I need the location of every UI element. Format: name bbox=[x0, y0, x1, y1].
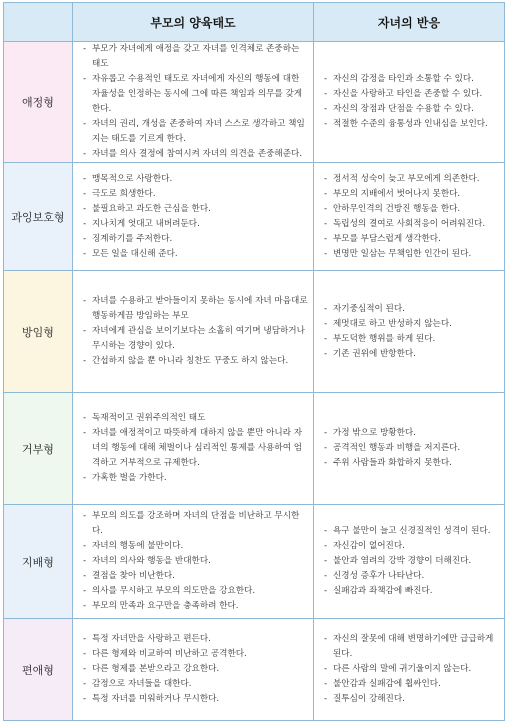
list-item: - 질투심이 강해진다. bbox=[324, 692, 500, 707]
list-item: - 자기중심적이 된다. bbox=[324, 302, 500, 317]
list-item: - 자녀를 애정적이고 따뜻하게 대하지 않을 뿐만 아니라 자녀의 행동에 대해 체벌이나 심리적인 통제를 사용하여 엄격하고 거부적으로 규제한다. bbox=[83, 426, 309, 471]
list-item: - 자신의 감정을 타인과 소통할 수 있다. bbox=[324, 72, 500, 87]
list-item: - 자유롭고 수용적인 태도로 자녀에게 자신의 행동에 대한 자율성을 인정하는 동시에 그에 따른 책임과 의무를 갖게 한다. bbox=[83, 72, 309, 117]
table-row bbox=[4, 393, 505, 505]
child-response-list bbox=[324, 172, 500, 262]
list-item: - 가혹한 벌을 가한다. bbox=[83, 471, 309, 486]
row-type-label: 애정형 bbox=[4, 42, 73, 163]
list-item: - 부모의 만족과 요구만을 충족하려 한다. bbox=[83, 599, 309, 614]
list-item: - 의사를 무시하고 부모의 의도만을 강요한다. bbox=[83, 584, 309, 599]
list-item: - 자녀를 의사 결정에 참여시켜 자녀의 의견을 존중해준다. bbox=[83, 147, 309, 162]
list-item: - 극도로 희생한다. bbox=[83, 187, 309, 202]
list-item: - 가정 밖으로 방황한다. bbox=[324, 426, 500, 441]
list-item: - 다른 사람의 말에 귀기울이지 않는다. bbox=[324, 662, 500, 677]
list-item: - 부모가 자녀에게 애정을 갖고 자녀를 인격체로 존중하는 태도 bbox=[83, 42, 309, 72]
child-response-cell bbox=[314, 619, 505, 721]
parent-attitude-list bbox=[83, 172, 309, 262]
list-item: - 특정 자녀만을 사랑하고 편든다. bbox=[83, 632, 309, 647]
list-item: - 자녀를 수용하고 받아들이지 못하는 동시에 자녀 마음대로 행동하게끔 방임하는 부모 bbox=[83, 294, 309, 324]
header-child-response: 자녀의 반응 bbox=[314, 3, 505, 42]
list-item: - 부모의 의도를 강조하며 자녀의 단점을 비난하고 무시한다. bbox=[83, 509, 309, 539]
child-response-list bbox=[324, 524, 500, 599]
parent-attitude-cell bbox=[73, 619, 314, 721]
list-item: - 간섭하지 않을 뿐 아니라 칭찬도 꾸중도 하지 않는다. bbox=[83, 354, 309, 369]
parent-attitude-cell bbox=[73, 393, 314, 505]
list-item: - 자신의 잘못에 대해 변명하기에만 급급하게 된다. bbox=[324, 632, 500, 662]
header-parent-attitude: 부모의 양육태도 bbox=[73, 3, 314, 42]
list-item: - 독립성의 결여로 사회적응이 어려워진다. bbox=[324, 217, 500, 232]
parenting-style-table-container bbox=[3, 2, 505, 724]
child-response-cell bbox=[314, 42, 505, 163]
table-row bbox=[4, 42, 505, 163]
list-item: - 지나치게 엇대고 내버려둔다. bbox=[83, 217, 309, 232]
list-item: - 맹목적으로 사랑한다. bbox=[83, 172, 309, 187]
list-item: - 부모를 부담스럽게 생각한다. bbox=[324, 232, 500, 247]
list-item: - 자신을 사랑하고 타인을 존중할 수 있다. bbox=[324, 87, 500, 102]
parent-attitude-list bbox=[83, 411, 309, 486]
list-item: - 모든 일을 대신해 준다. bbox=[83, 247, 309, 262]
list-item: - 부모의 지배에서 벗어나지 못한다. bbox=[324, 187, 500, 202]
list-item: - 자신감이 없어진다. bbox=[324, 539, 500, 554]
list-item: - 부도덕한 행위를 하게 된다. bbox=[324, 332, 500, 347]
parent-attitude-list bbox=[83, 509, 309, 614]
parenting-style-table bbox=[3, 2, 505, 721]
child-response-list bbox=[324, 632, 500, 707]
list-item: - 자녀의 권리, 개성을 존중하여 자녀 스스로 생각하고 책임지는 태도를 기르게 한다. bbox=[83, 117, 309, 147]
list-item: - 불필요하고 과도한 근심을 한다. bbox=[83, 202, 309, 217]
list-item: - 적절한 수준의 융통성과 인내심을 보인다. bbox=[324, 117, 500, 132]
parent-attitude-cell bbox=[73, 42, 314, 163]
list-item: - 신경성 증후가 나타난다. bbox=[324, 569, 500, 584]
child-response-list bbox=[324, 72, 500, 132]
list-item: - 안하무인격의 건방진 행동을 한다. bbox=[324, 202, 500, 217]
child-response-cell bbox=[314, 393, 505, 505]
list-item: - 주위 사람들과 화합하지 못한다. bbox=[324, 456, 500, 471]
header-type-cell bbox=[4, 3, 73, 42]
list-item: - 징계하기를 주저한다. bbox=[83, 232, 309, 247]
table-body bbox=[4, 42, 505, 721]
child-response-cell bbox=[314, 163, 505, 271]
list-item: - 기존 권위에 반항한다. bbox=[324, 347, 500, 362]
list-item: - 자녀의 의사와 행동을 반대한다. bbox=[83, 554, 309, 569]
child-response-list bbox=[324, 426, 500, 471]
table-row bbox=[4, 163, 505, 271]
parent-attitude-list bbox=[83, 294, 309, 369]
parent-attitude-cell bbox=[73, 271, 314, 393]
list-item: - 결점을 찾아 비난한다. bbox=[83, 569, 309, 584]
list-item: - 자신의 장점과 단점을 수용할 수 있다. bbox=[324, 102, 500, 117]
list-item: - 자녀의 행동에 불만이다. bbox=[83, 539, 309, 554]
header-row bbox=[4, 3, 505, 42]
child-response-list bbox=[324, 302, 500, 362]
list-item: - 욕구 불만이 늘고 신경질적인 성격이 된다. bbox=[324, 524, 500, 539]
list-item: - 불안과 염려의 강박 경향이 더해진다. bbox=[324, 554, 500, 569]
list-item: - 특정 자녀를 미워하거나 무시한다. bbox=[83, 692, 309, 707]
parent-attitude-cell bbox=[73, 163, 314, 271]
row-type-label: 거부형 bbox=[4, 393, 73, 505]
list-item: - 공격적인 행동과 비행을 저지른다. bbox=[324, 441, 500, 456]
row-type-label: 지배형 bbox=[4, 505, 73, 619]
list-item: - 실패감과 좌책감에 빠진다. bbox=[324, 584, 500, 599]
list-item: - 정서적 성숙이 늦고 부모에게 의존한다. bbox=[324, 172, 500, 187]
list-item: - 변명만 일삼는 무책임한 인간이 된다. bbox=[324, 247, 500, 262]
table-row bbox=[4, 271, 505, 393]
row-type-label: 과잉보호형 bbox=[4, 163, 73, 271]
parent-attitude-cell bbox=[73, 505, 314, 619]
list-item: - 자녀에게 관심을 보이기보다는 소홀히 여기며 냉담하거나 무시하는 경향이 있다. bbox=[83, 324, 309, 354]
parent-attitude-list bbox=[83, 632, 309, 707]
child-response-cell bbox=[314, 505, 505, 619]
list-item: - 독재적이고 권위주의적인 태도 bbox=[83, 411, 309, 426]
row-type-label: 방임형 bbox=[4, 271, 73, 393]
list-item: - 다른 형제를 본받으라고 강요한다. bbox=[83, 662, 309, 677]
child-response-cell bbox=[314, 271, 505, 393]
list-item: - 감정으로 자녀들을 대한다. bbox=[83, 677, 309, 692]
list-item: - 제멋대로 하고 반성하지 않는다. bbox=[324, 317, 500, 332]
parent-attitude-list bbox=[83, 42, 309, 162]
row-type-label: 편애형 bbox=[4, 619, 73, 721]
table-row bbox=[4, 619, 505, 721]
table-row bbox=[4, 505, 505, 619]
list-item: - 다른 형제와 비교하여 비난하고 공격한다. bbox=[83, 647, 309, 662]
list-item: - 불안감과 실패감에 휩싸인다. bbox=[324, 677, 500, 692]
